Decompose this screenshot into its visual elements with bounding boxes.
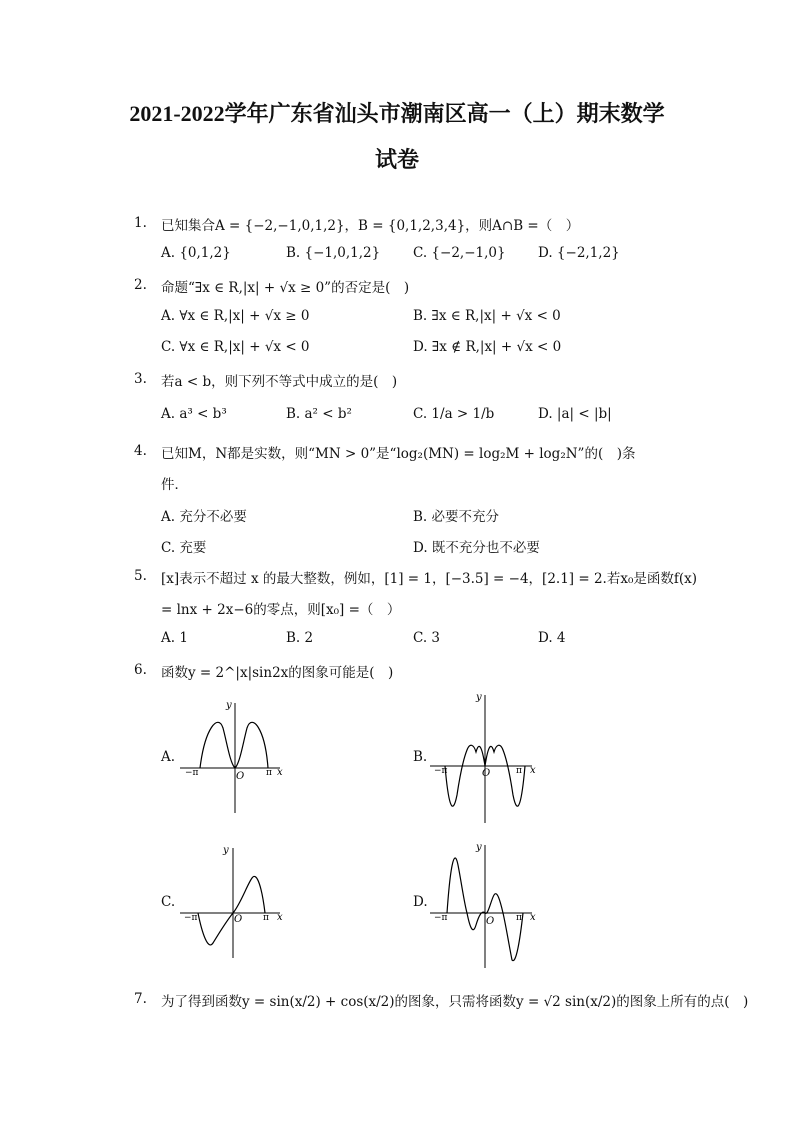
option-b: B. a² < b² bbox=[286, 406, 352, 422]
option-d: D. |a| < |b| bbox=[538, 406, 612, 422]
pi-label: π bbox=[516, 913, 522, 923]
x-label: x bbox=[530, 912, 536, 923]
option-c-label: C. bbox=[161, 894, 176, 910]
option-d: D. 4 bbox=[538, 630, 566, 646]
question-number: 7. bbox=[134, 991, 147, 1007]
question-stem: [x]表示不超过 x 的最大整数，例如，[1] = 1，[−3.5] = −4，[2.1] = 2.若x₀是函数f(x) bbox=[161, 571, 698, 587]
question-number: 1. bbox=[134, 215, 147, 231]
option-b: B. 2 bbox=[286, 630, 314, 646]
option-a: A. {0,1,2} bbox=[161, 245, 231, 261]
page-title-line1: 2021-2022学年广东省汕头市潮南区高一（上）期末数学 bbox=[129, 101, 665, 126]
question-number: 2. bbox=[134, 277, 147, 293]
option-a: A. 充分不必要 bbox=[161, 509, 247, 525]
option-c: C. 1/a > 1/b bbox=[413, 406, 495, 422]
question-stem: 已知集合A = {−2,−1,0,1,2}，B = {0,1,2,3,4}，则A∩B =（ ） bbox=[161, 218, 580, 234]
origin-label: O bbox=[482, 768, 491, 779]
option-a: A. a³ < b³ bbox=[161, 406, 227, 422]
option-c: C. {−2,−1,0} bbox=[413, 245, 506, 261]
x-label: x bbox=[277, 767, 283, 778]
neg-pi-label: −π bbox=[434, 766, 448, 776]
option-c: C. 充要 bbox=[161, 540, 207, 556]
y-label: y bbox=[476, 842, 482, 853]
question-stem-continued: = lnx + 2x−6的零点，则[x₀] =（ ） bbox=[161, 602, 401, 618]
option-b: B. {−1,0,1,2} bbox=[286, 245, 381, 261]
pi-label: π bbox=[263, 913, 269, 923]
question-stem: 为了得到函数y = sin(x/2) + cos(x/2)的图象，只需将函数y = √2 sin(x/2)的图象上所有的点( ) bbox=[161, 994, 749, 1010]
origin-label: O bbox=[234, 914, 243, 925]
graph-option-d bbox=[430, 840, 540, 970]
graph-option-b bbox=[430, 690, 540, 825]
curve bbox=[198, 876, 265, 945]
question-stem-continued: 件． bbox=[161, 477, 188, 493]
graph-option-c bbox=[180, 843, 290, 963]
graph-option-a bbox=[180, 698, 290, 818]
neg-pi-label: −π bbox=[434, 913, 448, 923]
option-a-label: A. bbox=[161, 749, 176, 765]
curve bbox=[200, 722, 268, 768]
origin-label: O bbox=[236, 771, 245, 782]
y-label: y bbox=[223, 845, 229, 856]
origin-label: O bbox=[486, 916, 495, 927]
question-stem: 函数y = 2^|x|sin2x的图象可能是( ) bbox=[161, 665, 394, 681]
option-a: A. 1 bbox=[161, 630, 188, 646]
option-d: D. ∃x ∉ R,|x| + √x < 0 bbox=[413, 339, 562, 355]
option-d-label: D. bbox=[413, 894, 428, 910]
option-c: C. 3 bbox=[413, 630, 441, 646]
x-label: x bbox=[277, 912, 283, 923]
question-number: 5. bbox=[134, 568, 147, 584]
x-label: x bbox=[530, 765, 536, 776]
question-stem: 已知M，N都是实数，则“MN > 0”是“log₂(MN) = log₂M + log₂N”的( )条 bbox=[161, 446, 636, 462]
option-a: A. ∀x ∈ R,|x| + √x ≥ 0 bbox=[161, 308, 310, 324]
y-label: y bbox=[476, 692, 482, 703]
option-b: B. 必要不充分 bbox=[413, 509, 500, 525]
question-number: 6. bbox=[134, 662, 147, 678]
question-number: 3. bbox=[134, 371, 147, 387]
question-number: 4. bbox=[134, 443, 147, 459]
question-stem: 若a < b，则下列不等式中成立的是( ) bbox=[161, 374, 398, 390]
option-d: D. 既不充分也不必要 bbox=[413, 540, 540, 556]
pi-label: π bbox=[266, 768, 272, 778]
neg-pi-label: −π bbox=[184, 913, 198, 923]
pi-label: π bbox=[516, 766, 522, 776]
neg-pi-label: −π bbox=[185, 768, 199, 778]
option-c: C. ∀x ∈ R,|x| + √x < 0 bbox=[161, 339, 310, 355]
option-b-label: B. bbox=[413, 749, 428, 765]
y-label: y bbox=[226, 700, 232, 711]
option-d: D. {−2,1,2} bbox=[538, 245, 620, 261]
option-b: B. ∃x ∈ R,|x| + √x < 0 bbox=[413, 308, 561, 324]
page-title-line2: 试卷 bbox=[374, 147, 419, 172]
question-stem: 命题“∃x ∈ R,|x| + √x ≥ 0”的否定是( ) bbox=[161, 280, 410, 296]
